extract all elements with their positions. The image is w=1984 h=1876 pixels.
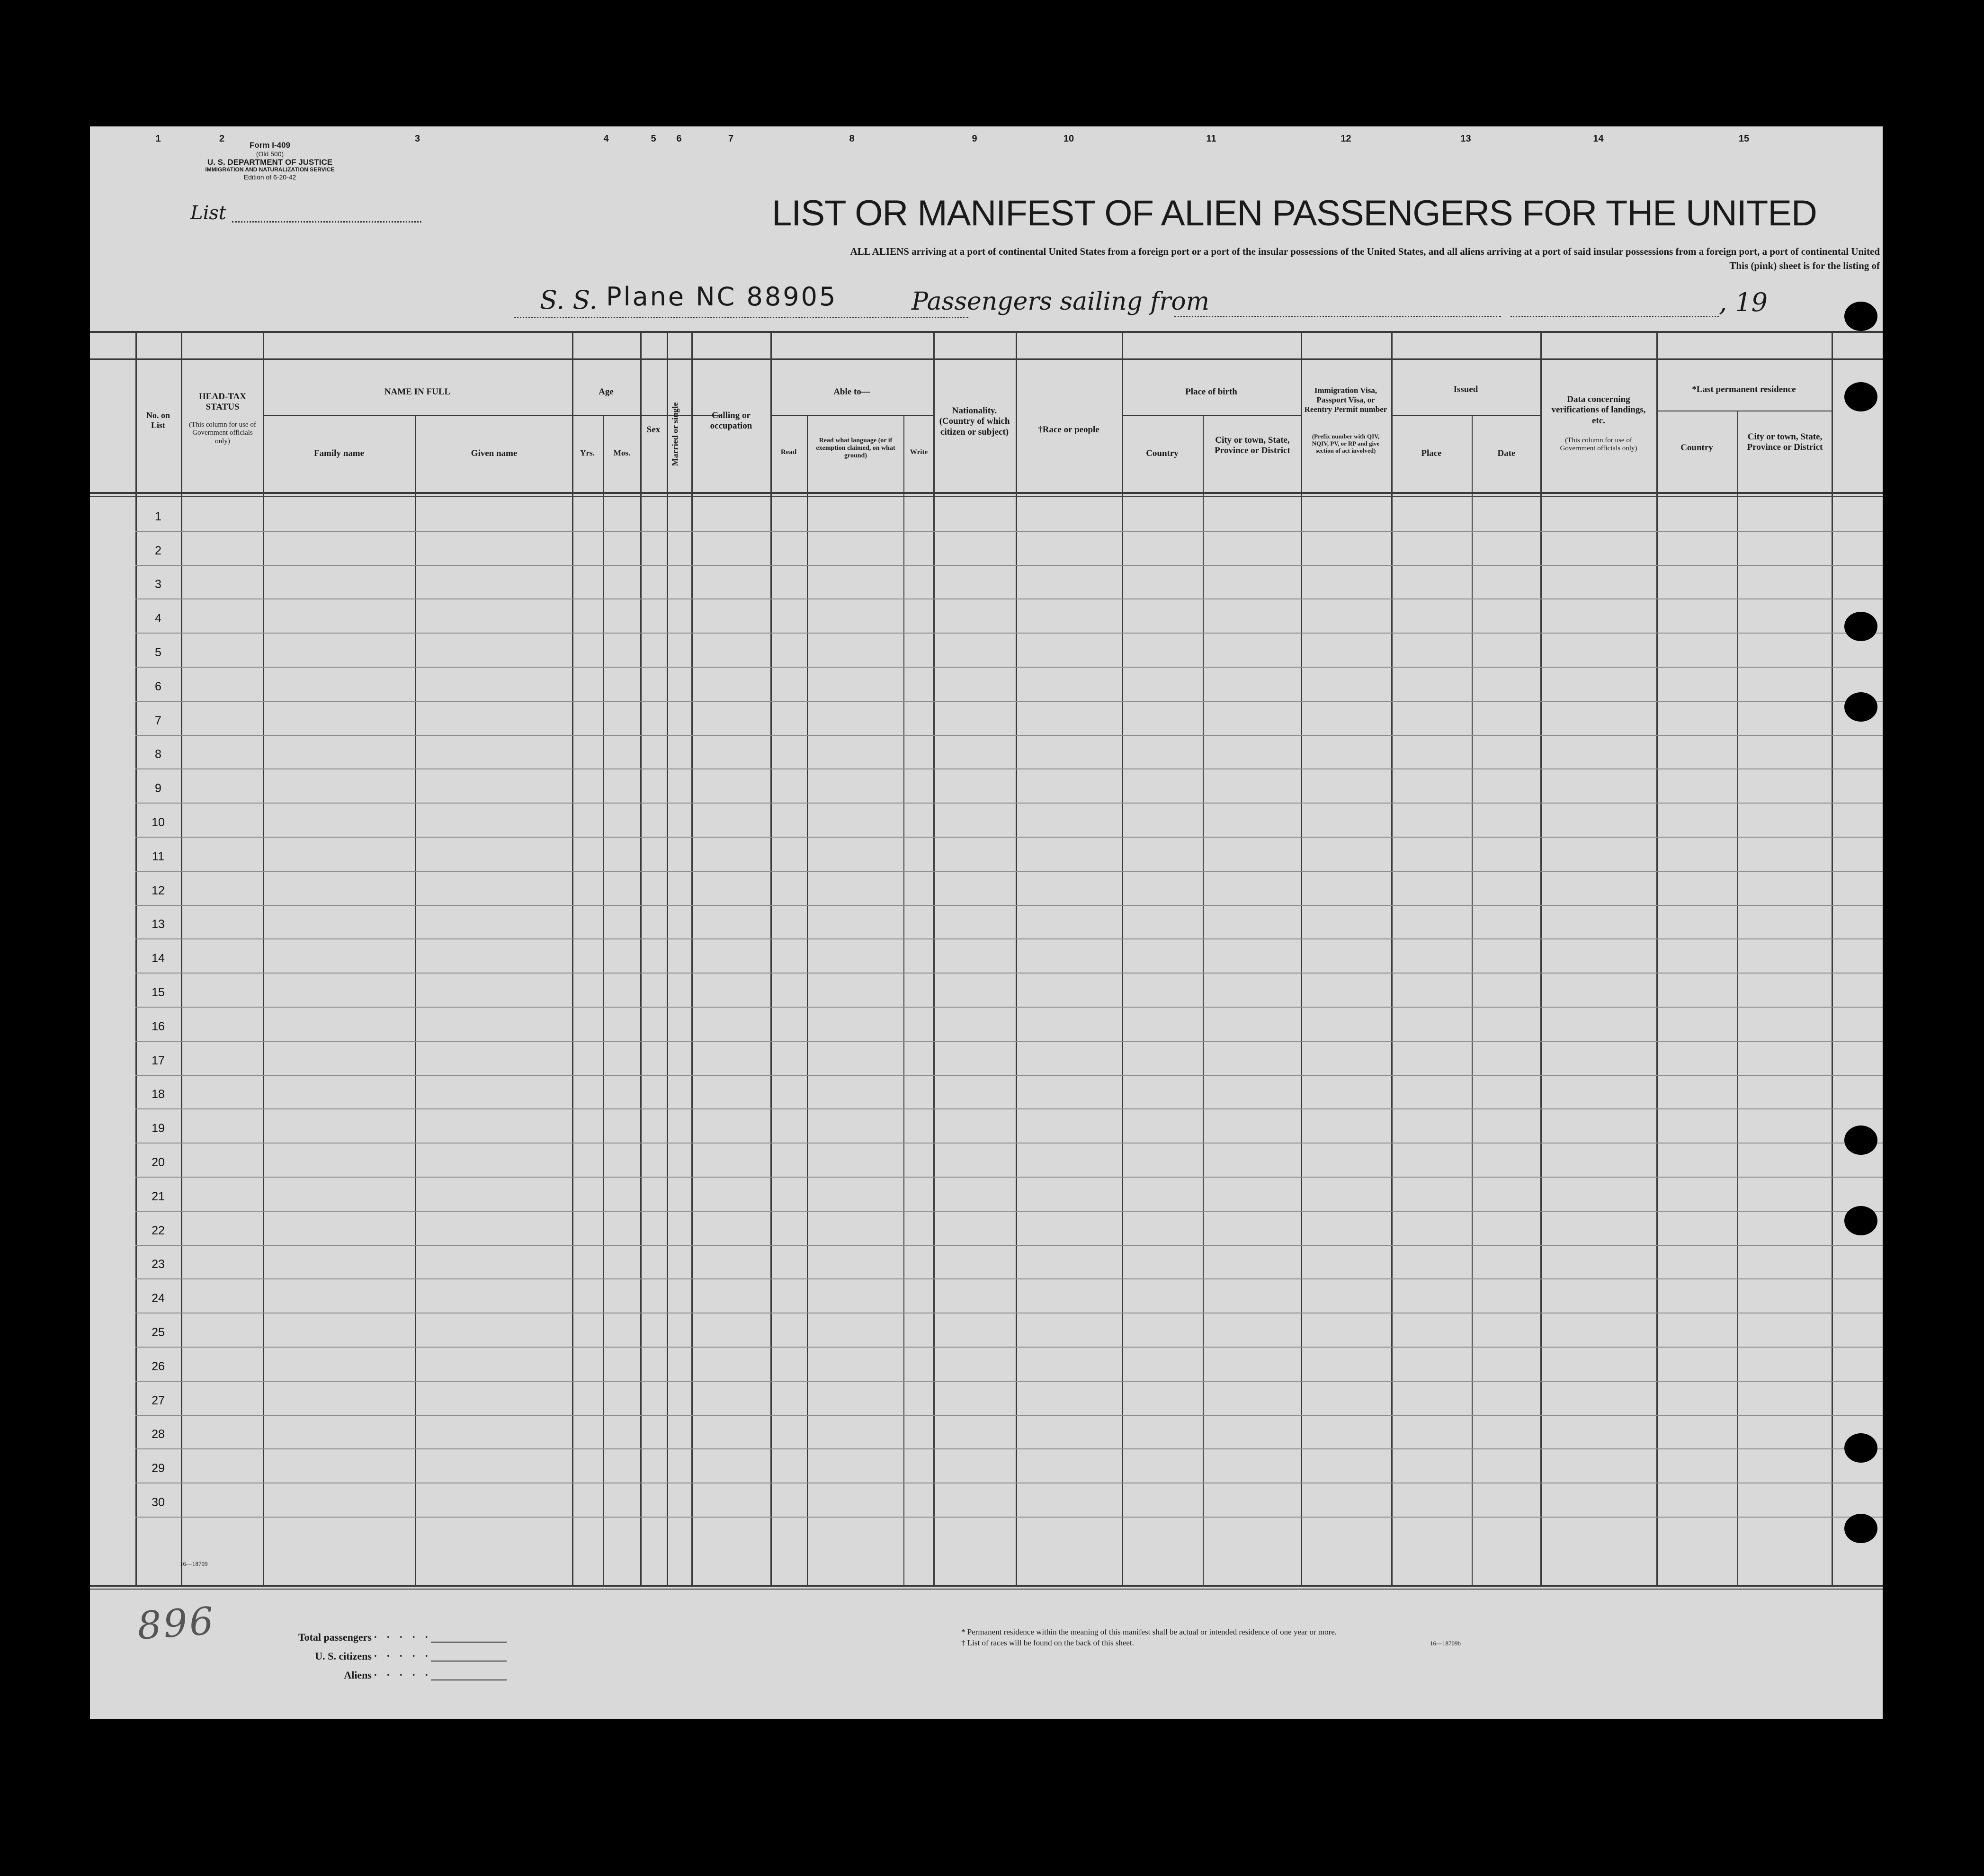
list-label: List	[190, 202, 226, 224]
year-label: , 19	[1719, 287, 1768, 317]
row-number: 7	[155, 714, 161, 727]
column-divider	[1122, 331, 1123, 1586]
handwritten-number: 896	[135, 1599, 217, 1648]
sailing-label: Passengers sailing from	[912, 287, 1210, 316]
row-number: 26	[152, 1359, 165, 1373]
aliens-leader: . . . . .	[374, 1666, 432, 1678]
us-citizens-label: U. S. citizens	[315, 1650, 372, 1662]
row-line	[135, 1278, 1883, 1279]
row-number: 8	[155, 748, 161, 761]
row-number: 13	[152, 918, 165, 931]
column-divider	[1540, 331, 1542, 1586]
torn-right-edge	[1883, 126, 1896, 1719]
list-number-line	[232, 221, 421, 223]
header-married-or-single: Married or single	[670, 402, 680, 466]
row-line	[135, 1177, 1883, 1178]
form-department: U. S. DEPARTMENT OF JUSTICE	[207, 157, 333, 167]
subtitle-line-1: ALL ALIENS arriving at a port of continental United States from a foreign port or a port of the insular possessions of the United States, and all aliens arriving at a port of said insular possessions from a foreign port, a port of continental United	[850, 246, 1880, 257]
row-line	[135, 1007, 1883, 1008]
punch-hole	[1844, 612, 1877, 641]
header-read-language: Read what language (or if exemption claimed, on what ground)	[816, 437, 895, 460]
form-service: IMMIGRATION AND NATURALIZATION SERVICE	[205, 166, 335, 173]
header-last-permanent-residence: *Last permanent residence	[1692, 384, 1796, 394]
header-birth-city: City or town, State, Province or District	[1215, 435, 1290, 456]
name-subheader-line	[263, 415, 721, 416]
column-number: 12	[1341, 134, 1351, 144]
punch-hole	[1844, 1206, 1877, 1235]
row-line	[135, 633, 1883, 634]
punch-hole	[1844, 692, 1877, 722]
row-line	[135, 1245, 1883, 1246]
column-divider	[933, 331, 935, 1586]
row-number: 28	[152, 1428, 165, 1441]
row-line	[135, 803, 1883, 804]
column-divider	[1016, 331, 1017, 1586]
total-passengers-label: Total passengers	[298, 1631, 372, 1643]
row-line	[135, 1347, 1883, 1348]
row-line	[135, 1517, 1883, 1518]
print-code: 16—18709	[180, 1560, 208, 1567]
column-divider	[1301, 331, 1302, 1586]
column-number: 9	[972, 134, 977, 144]
row-line	[135, 837, 1883, 838]
row-number: 17	[152, 1054, 165, 1067]
column-number: 11	[1206, 134, 1216, 144]
header-issued-place: Place	[1421, 448, 1442, 458]
row-number: 3	[155, 578, 161, 591]
head-tax-note: (This column for use of Government officials only)	[189, 421, 256, 445]
row-number: 6	[155, 679, 161, 693]
ship-prefix: S. S.	[540, 285, 598, 315]
aliens-line	[431, 1679, 507, 1680]
age-subheader-line	[572, 415, 640, 416]
header-name-in-full: NAME IN FULL	[384, 387, 451, 397]
issued-subheader-line	[1391, 415, 1540, 416]
column-number: 10	[1063, 134, 1074, 144]
row-line	[135, 1381, 1883, 1382]
column-number: 8	[849, 134, 855, 144]
footnote-residence: * Permanent residence within the meaning of this manifest shall be actual or intended residence of one year or more.	[961, 1627, 1337, 1636]
header-residence-country: Country	[1680, 443, 1713, 453]
row-line	[135, 701, 1883, 702]
row-line	[135, 1448, 1883, 1449]
header-place-of-birth: Place of birth	[1185, 387, 1237, 397]
us-citizens-line	[431, 1661, 507, 1662]
form-edition: Edition of 6-20-42	[243, 173, 296, 181]
form-old-number: (Old 500)	[256, 150, 284, 158]
header-visa-number: Immigration Visa, Passport Visa, or Reentry Permit number	[1304, 386, 1387, 414]
column-divider	[1472, 415, 1473, 1586]
table-bottom-border	[90, 1585, 1896, 1587]
header-verifications: Data concerning verifications of landings, etc.	[1551, 394, 1646, 426]
footnote-code: 16—18709b	[1430, 1640, 1461, 1647]
row-line	[135, 1041, 1883, 1042]
row-number: 10	[152, 816, 165, 829]
row-number: 9	[155, 782, 161, 795]
column-number: 15	[1738, 134, 1750, 144]
row-number: 5	[155, 646, 161, 659]
row-number: 2	[155, 544, 161, 557]
column-divider	[640, 331, 642, 1586]
column-divider	[1391, 331, 1393, 1586]
column-divider	[807, 415, 808, 1586]
row-line	[135, 1415, 1883, 1416]
header-residence-city: City or town, State, Province or District	[1747, 432, 1823, 453]
row-number: 14	[152, 952, 165, 965]
row-number: 24	[152, 1292, 165, 1305]
row-number: 4	[155, 612, 161, 625]
header-given-name: Given name	[471, 448, 518, 458]
column-number: 5	[651, 134, 656, 144]
header-head-tax-status: HEAD-TAX STATUS	[199, 392, 246, 412]
header-bottom-border	[90, 492, 1896, 494]
punch-hole	[1844, 1433, 1877, 1463]
row-line	[135, 667, 1883, 668]
row-number: 25	[152, 1326, 165, 1339]
row-line	[135, 1108, 1883, 1109]
page-title: LIST OR MANIFEST OF ALIEN PASSENGERS FOR THE UNITED	[772, 193, 1817, 233]
column-number: 6	[676, 134, 682, 144]
header-calling-or-occupation: Calling or occupation	[710, 411, 752, 431]
able-subheader-line	[770, 415, 933, 416]
row-number: 12	[152, 884, 165, 897]
form-number: Form I-409	[250, 141, 290, 150]
row-number: 27	[152, 1394, 165, 1407]
header-no-on-list: No. on List	[146, 411, 170, 430]
column-number: 14	[1593, 134, 1604, 144]
column-number: 13	[1460, 134, 1471, 144]
header-bottom-border-2	[90, 496, 1896, 497]
row-number: 18	[152, 1088, 165, 1101]
visa-number-note: (Prefix number with QIV, NQIV, PV, or RP and give section of act involved)	[1312, 433, 1380, 454]
column-divider	[263, 331, 264, 1586]
header-race-or-people: †Race or people	[1038, 425, 1099, 435]
subtitle-line-2: This (pink) sheet is for the listing of	[1729, 260, 1880, 271]
row-number: 22	[152, 1224, 165, 1237]
row-line	[135, 565, 1883, 566]
footnote-races: † List of races will be found on the back of this sheet.	[961, 1638, 1134, 1647]
header-age-months: Mos.	[613, 448, 631, 457]
column-divider	[572, 331, 573, 1586]
row-number: 21	[152, 1189, 165, 1203]
column-divider	[603, 415, 604, 1586]
column-divider	[1737, 411, 1738, 1586]
punch-hole	[1844, 1126, 1877, 1155]
ship-name: Plane NC 88905	[606, 282, 838, 312]
row-number: 23	[152, 1258, 165, 1271]
header-family-name: Family name	[313, 448, 365, 458]
header-issued-date: Date	[1497, 448, 1516, 458]
header-issued: Issued	[1453, 384, 1478, 394]
column-divider	[1832, 331, 1833, 1586]
column-divider	[1656, 331, 1658, 1586]
sailing-port-line	[1174, 316, 1501, 317]
row-number: 20	[152, 1156, 165, 1169]
table-bottom-border-2	[90, 1589, 1896, 1590]
column-divider	[415, 415, 416, 1586]
column-number: 1	[155, 134, 161, 144]
punch-hole	[1844, 302, 1877, 331]
sailing-date-line	[1510, 316, 1719, 317]
row-number: 30	[152, 1496, 165, 1509]
row-line	[135, 973, 1883, 974]
column-number: 3	[414, 134, 420, 144]
row-number: 16	[152, 1019, 165, 1033]
punch-hole	[1844, 1514, 1877, 1543]
row-number: 11	[152, 849, 164, 863]
column-number: 7	[728, 134, 734, 144]
manifest-sheet	[90, 126, 1896, 1719]
header-birth-country: Country	[1146, 448, 1179, 458]
column-divider	[1203, 415, 1204, 1586]
row-line	[135, 1075, 1883, 1076]
column-divider	[770, 331, 772, 1586]
punch-hole	[1844, 382, 1877, 411]
column-divider	[181, 331, 182, 1586]
column-divider	[903, 415, 904, 1586]
total-passengers-leader: . . . . .	[374, 1628, 432, 1640]
ship-name-line	[514, 317, 968, 318]
row-line	[135, 871, 1883, 872]
row-line	[135, 938, 1883, 939]
header-number-border	[90, 358, 1896, 360]
header-nationality: Nationality. (Country of which citizen or subject)	[939, 406, 1010, 437]
row-line	[135, 531, 1883, 532]
row-line	[135, 768, 1883, 769]
birth-subheader-line	[1122, 415, 1301, 416]
column-divider	[691, 331, 693, 1586]
form-id-block	[170, 141, 369, 181]
row-line	[135, 905, 1883, 906]
header-age: Age	[599, 387, 614, 397]
header-age-years: Yrs.	[580, 448, 595, 457]
column-number: 2	[219, 134, 225, 144]
total-passengers-line	[431, 1642, 507, 1643]
row-number: 19	[152, 1122, 165, 1135]
row-number: 15	[152, 986, 165, 999]
row-line	[135, 735, 1883, 736]
column-divider	[667, 331, 668, 1586]
header-write: Write	[910, 448, 928, 456]
row-number: 1	[155, 509, 161, 523]
us-citizens-leader: . . . . .	[374, 1647, 432, 1659]
row-line	[135, 1211, 1883, 1212]
header-read: Read	[780, 448, 797, 456]
table-top-border	[90, 331, 1896, 333]
aliens-label: Aliens	[344, 1669, 372, 1681]
header-able-to: Able to—	[833, 387, 870, 397]
verifications-note: (This column for use of Government officials only)	[1560, 437, 1637, 453]
column-number: 4	[603, 134, 609, 144]
row-number: 29	[152, 1462, 165, 1475]
header-sex: Sex	[646, 425, 661, 435]
